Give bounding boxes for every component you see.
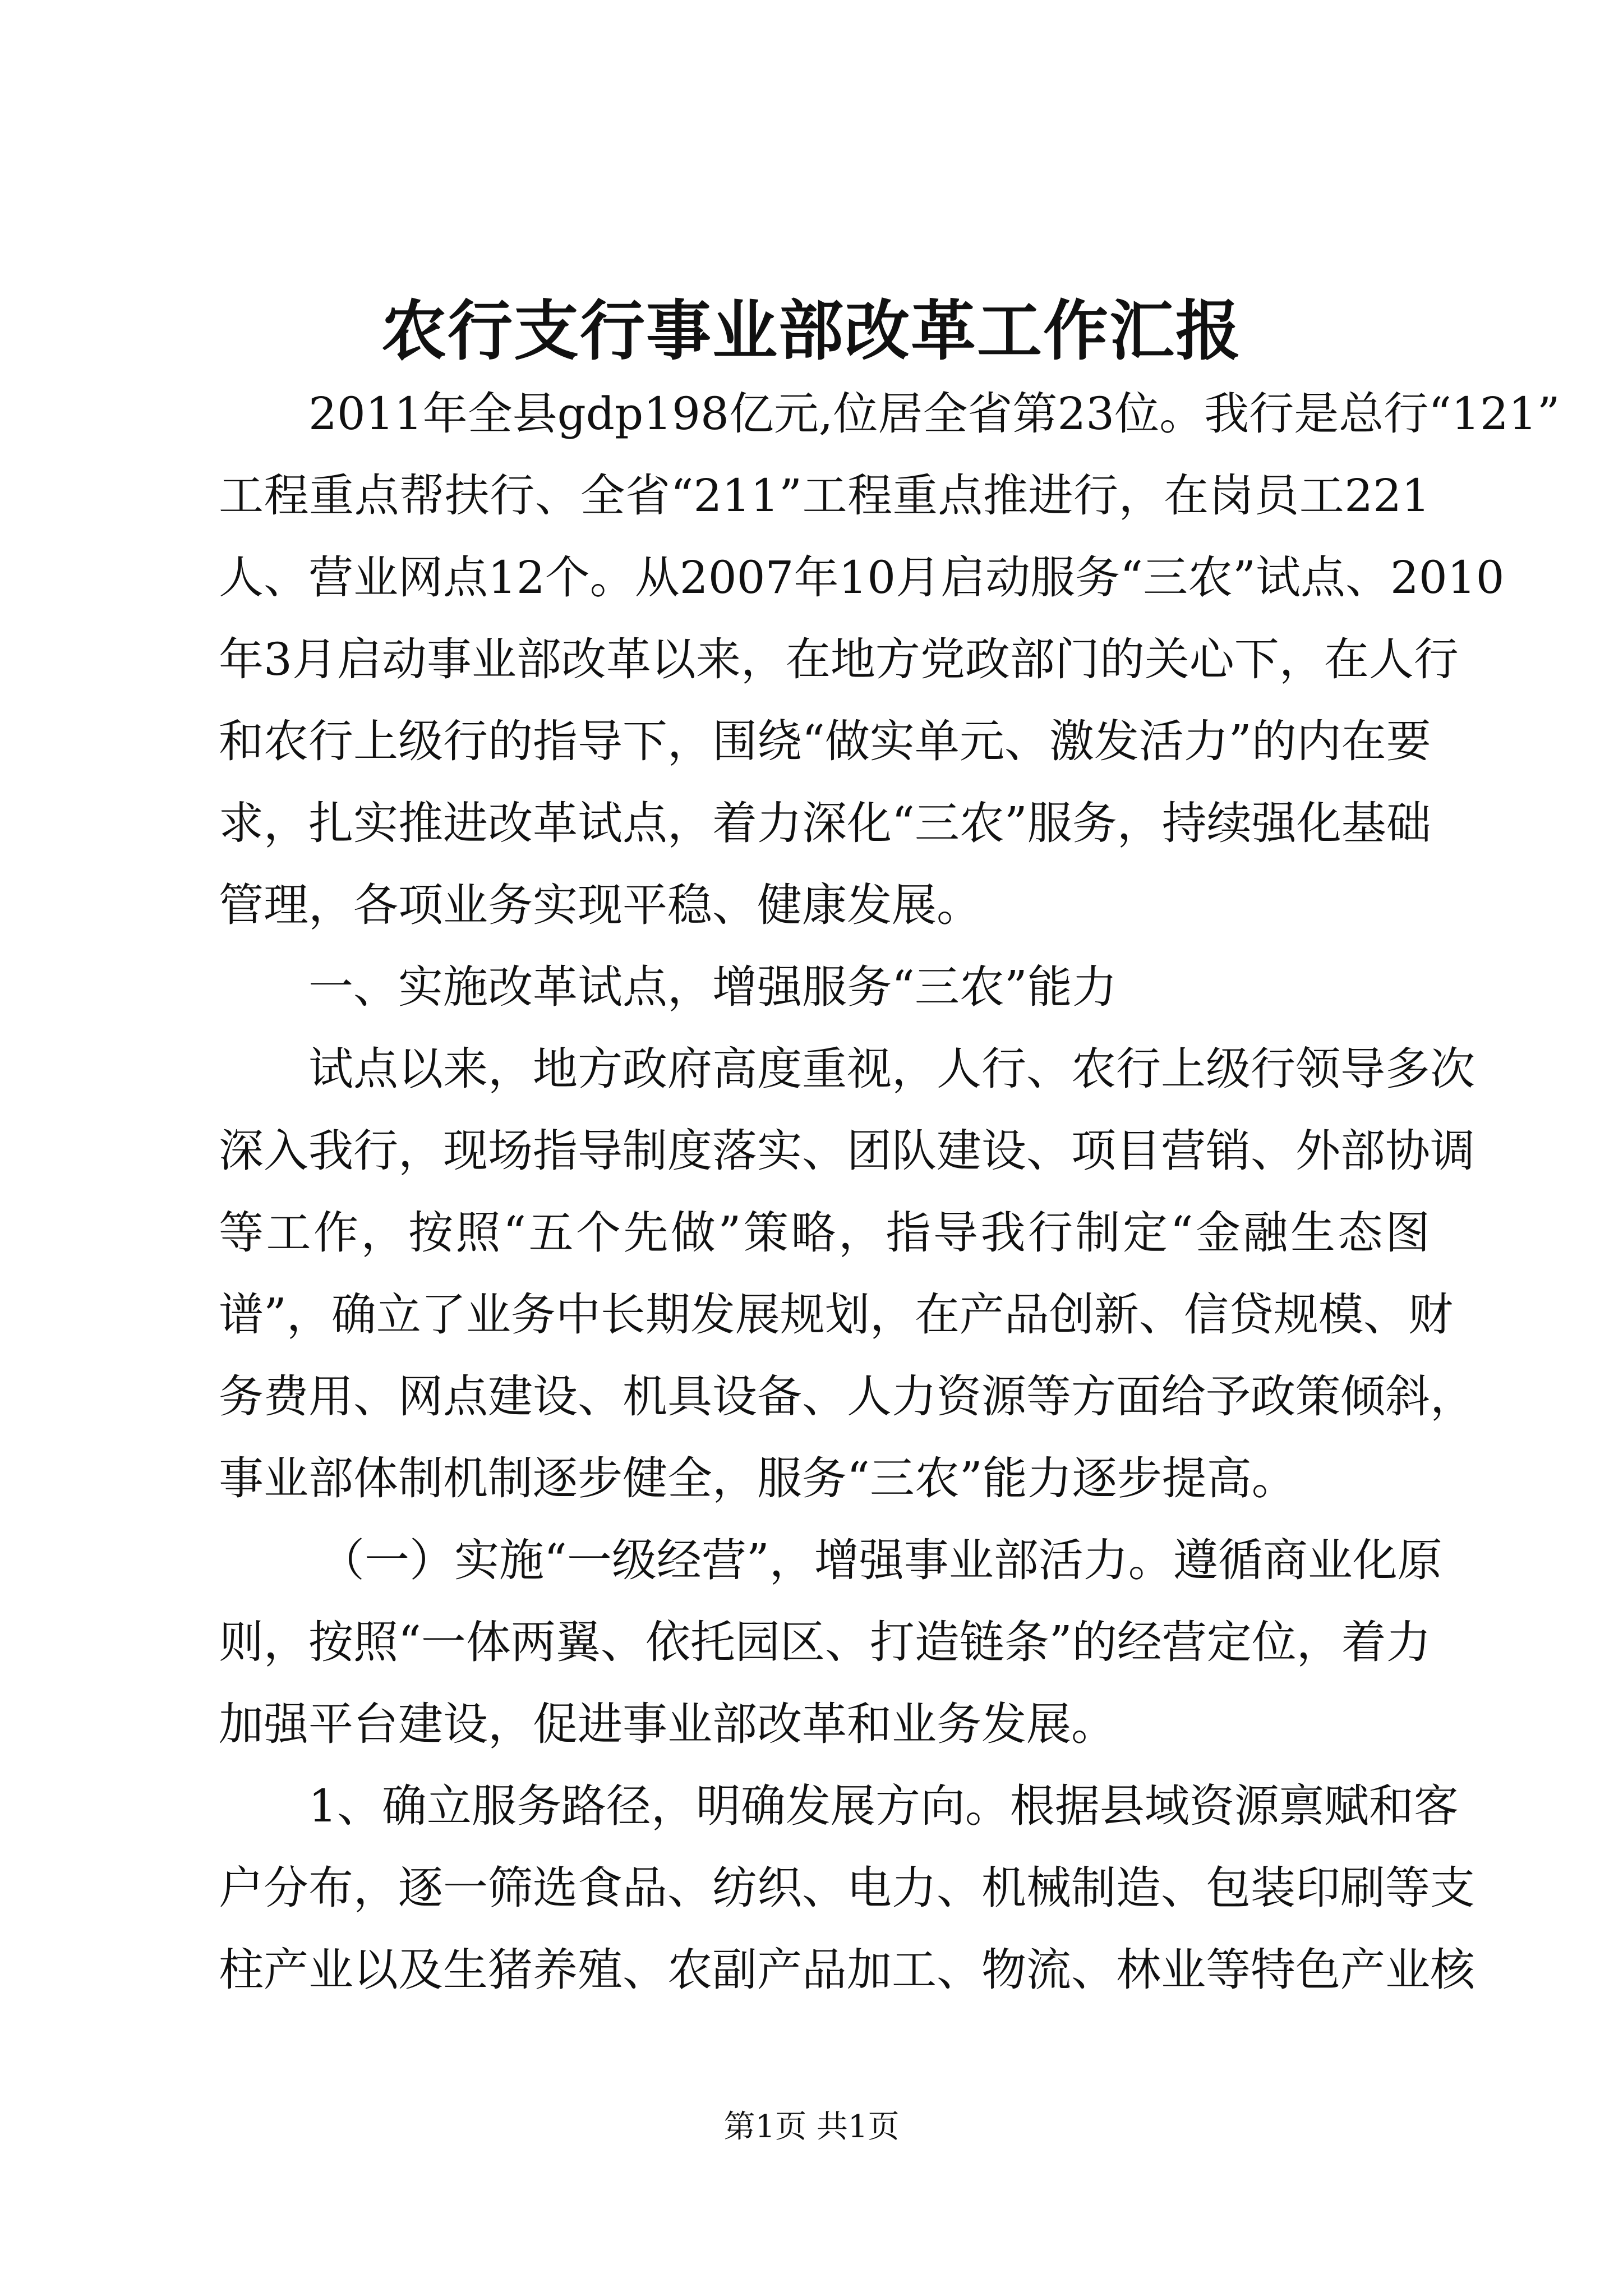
subsection-line: （一）实施“一级经营”，增强事业部活力。遵循商业化原 xyxy=(320,1534,1442,1586)
paragraph-line: 2011年全县gdp198亿元,位居全省第23位。我行是总行“121” xyxy=(308,388,1560,440)
paragraph-line: 加强平台建设，促进事业部改革和业务发展。 xyxy=(219,1698,1116,1750)
paragraph-line: 求，扎实推进改革试点，着力深化“三农”服务，持续强化基础 xyxy=(219,797,1431,849)
document-title: 农行支行事业部改革工作汇报 xyxy=(381,293,1242,369)
paragraph-line: 1、确立服务路径，明确发展方向。根据县域资源禀赋和客 xyxy=(308,1780,1459,1832)
paragraph-line: 深入我行，现场指导制度落实、团队建设、项目营销、外部协调 xyxy=(219,1125,1475,1177)
document-body xyxy=(219,373,1560,2011)
paragraph-line: 年3月启动事业部改革以来，在地方党政部门的关心下，在人行 xyxy=(219,633,1459,685)
paragraph-line: 工程重点帮扶行、全省“211”工程重点推进行，在岗员工221 xyxy=(219,470,1430,522)
paragraph-line: 则，按照“一体两翼、依托园区、打造链条”的经营定位，着力 xyxy=(219,1616,1431,1668)
paragraph-line: 事业部体制机制逐步健全，服务“三农”能力逐步提高。 xyxy=(219,1452,1297,1504)
paragraph-line: 户分布，逐一筛选食品、纺织、电力、机械制造、包装印刷等支 xyxy=(219,1862,1475,1914)
paragraph-line: 试点以来，地方政府高度重视，人行、农行上级行领导多次 xyxy=(308,1043,1475,1095)
paragraph-line: 柱产业以及生猪养殖、农副产品加工、物流、林业等特色产业核 xyxy=(219,1944,1475,1996)
paragraph-line: 管理，各项业务实现平稳、健康发展。 xyxy=(219,879,981,931)
paragraph-line: 务费用、网点建设、机具设备、人力资源等方面给予政策倾斜， xyxy=(219,1370,1475,1423)
page-footer: 第1页 共1页 xyxy=(723,2109,900,2145)
paragraph-line: 和农行上级行的指导下，围绕“做实单元、激发活力”的内在要 xyxy=(219,715,1431,767)
paragraph-line: 等工作，按照“五个先做”策略，指导我行制定“金融生态图 xyxy=(219,1207,1430,1259)
section-heading: 一、实施改革试点，增强服务“三农”能力 xyxy=(308,961,1117,1013)
paragraph-line: 谱”，确立了业务中长期发展规划，在产品创新、信贷规模、财 xyxy=(219,1289,1453,1341)
paragraph-line: 人、营业网点12个。从2007年10月启动服务“三农”试点、2010 xyxy=(219,551,1505,604)
